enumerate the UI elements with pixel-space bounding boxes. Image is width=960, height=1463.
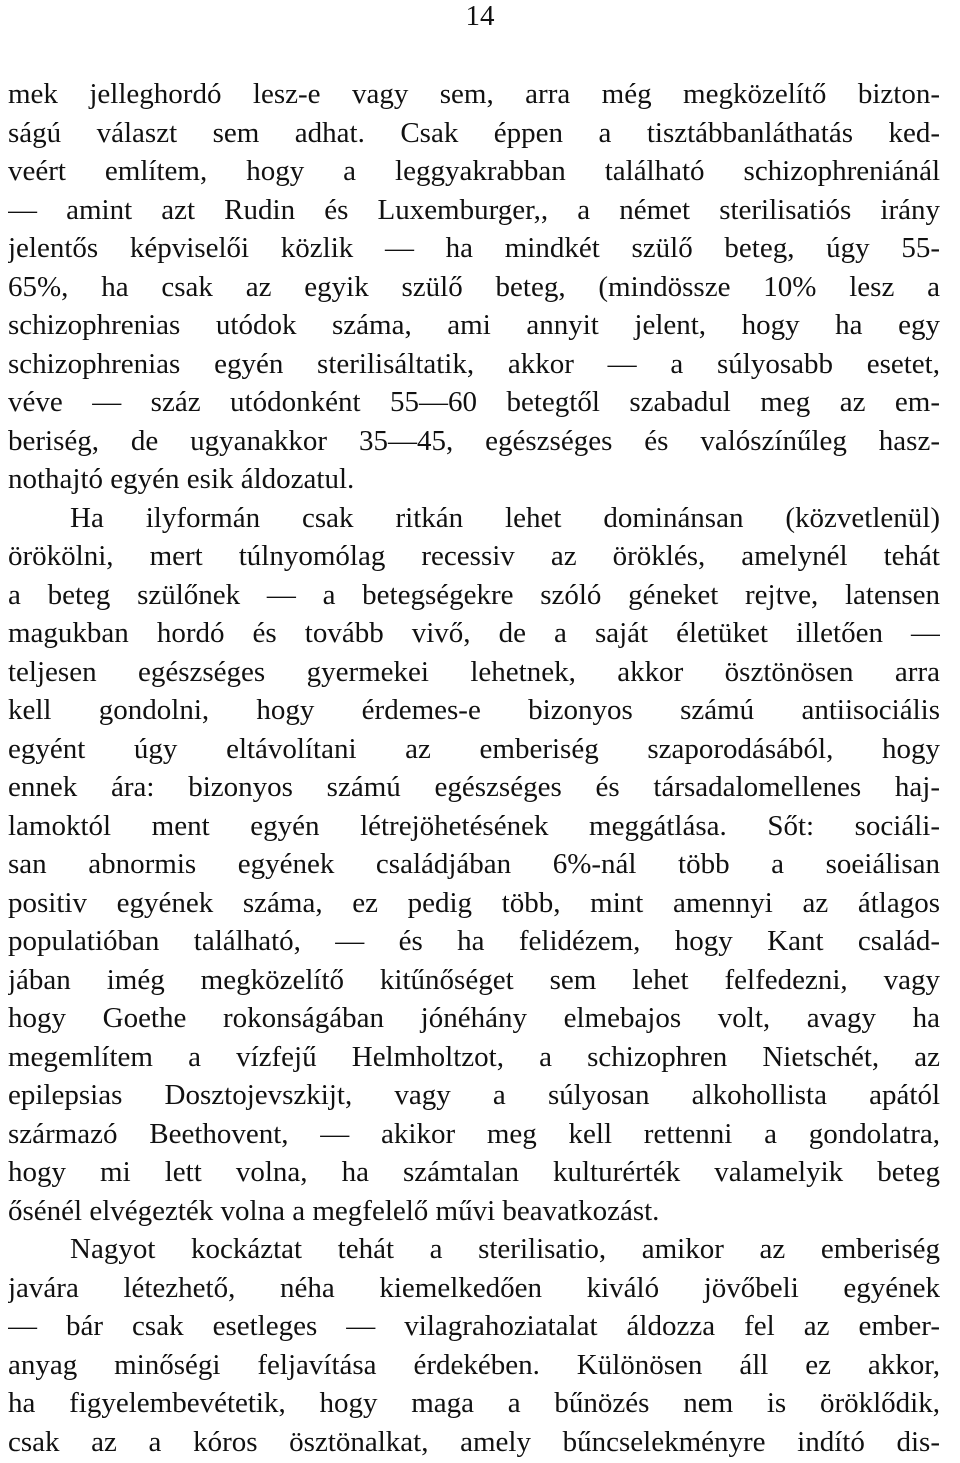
text-line: teljesen egészséges gyermekei lehetnek, akkor ösztönösen arra (8, 655, 940, 688)
text-line: magukban hordó és tovább vivő, de a saját életüket illetően — (8, 617, 940, 649)
text-line: megemlítem a vízfejű Helmholtzot, a schizophren Nietschét, az (8, 1040, 940, 1073)
text-line: 65%, ha csak az egyik szülő beteg, (mindössze 10% lesz a (8, 270, 940, 303)
text-line: ennek ára: bizonyos számú egészséges és társadalomellenes haj- (8, 771, 940, 803)
text-line: ha figyelembevétetik, hogy maga a bűnözés nem is öröklődik, (8, 1387, 940, 1419)
text-line: véve — száz utódonként 55—60 betegtől szabadul meg az em- (8, 386, 940, 418)
text-line: epilepsias Dosztojevszkijt, vagy a súlyosan alkohollista apától (8, 1079, 940, 1111)
page-number: 14 (465, 0, 495, 32)
text-line: beriség, de ugyanakkor 35—45, egészséges és valószínűleg hasz- (8, 424, 940, 457)
text-line: csak az a kóros ösztönalkat, amely bűncselekményre indító dis- (8, 1425, 940, 1458)
text-line: hogy mi lett volna, ha számtalan kulturérték valamelyik beteg (8, 1156, 940, 1188)
text-line: jelentős képviselői közlik — ha mindkét szülő beteg, úgy 55- (8, 232, 940, 264)
paragraph-first-line: Ha ilyformán csak ritkán lehet dominánsan (közvetlenül) (70, 501, 940, 534)
body-text (8, 75, 940, 1461)
text-line: származó Beethovent, — akikor meg kell rettenni a gondolatra, (8, 1117, 940, 1150)
text-line: a beteg szülőnek — a betegségekre szóló géneket rejtve, latensen (8, 578, 940, 611)
text-line: schizophrenias egyén sterilisáltatik, akkor — a súlyosabb esetet, (8, 347, 940, 380)
paragraph-last-line: ősénél elvégezték volna a megfelelő művi beavatkozást. (8, 1194, 660, 1227)
text-line: veért említem, hogy a leggyakrabban található schizophreniánál (8, 155, 940, 187)
text-line: kell gondolni, hogy érdemes-e bizonyos számú antiisociális (8, 694, 940, 726)
text-line: populatióban található, — és ha felidézem, hogy Kant család- (8, 925, 940, 957)
text-line: anyag minőségi feljavítása érdekében. Különösen áll ez akkor, (8, 1348, 940, 1381)
text-line: örökölni, mert túlnyomólag recessiv az öröklés, amelynél tehát (8, 540, 940, 572)
text-line: san abnormis egyének családjában 6%-nál több a soeiálisan (8, 848, 940, 880)
text-line: — bár csak esetleges — vilagrahoziatalat áldozza fel az ember- (8, 1310, 940, 1342)
text-line: hogy Goethe rokonságában jónéhány elmebajos volt, avagy ha (8, 1002, 940, 1034)
text-line: javára létezhető, néha kiemelkedően kiváló jövőbeli egyének (8, 1271, 940, 1304)
text-line: jában imég megközelítő kitűnőséget sem lehet felfedezni, vagy (8, 963, 940, 996)
text-line: lamoktól ment egyén létrejöhetésének meggátlása. Sőt: sociáli- (8, 809, 940, 842)
text-line: — amint azt Rudin és Luxemburger,, a német sterilisatiós irány (8, 193, 940, 226)
text-line: ságú választ sem adhat. Csak éppen a tisztábbanláthatás ked- (8, 116, 940, 149)
text-line: schizophrenias utódok száma, ami annyit jelent, hogy ha egy (8, 309, 940, 341)
text-line: egyént úgy eltávolítani az emberiség szaporodásából, hogy (8, 732, 940, 765)
paragraph-first-line: Nagyot kockáztat tehát a sterilisatio, amikor az emberiség (70, 1233, 940, 1265)
text-line: mek jelleghordó lesz-e vagy sem, arra még megközelítő bizton- (8, 78, 940, 110)
paragraph-last-line: nothajtó egyén esik áldozatul. (8, 463, 355, 495)
text-line: positiv egyének száma, ez pedig több, mint amennyi az átlagos (8, 886, 940, 919)
